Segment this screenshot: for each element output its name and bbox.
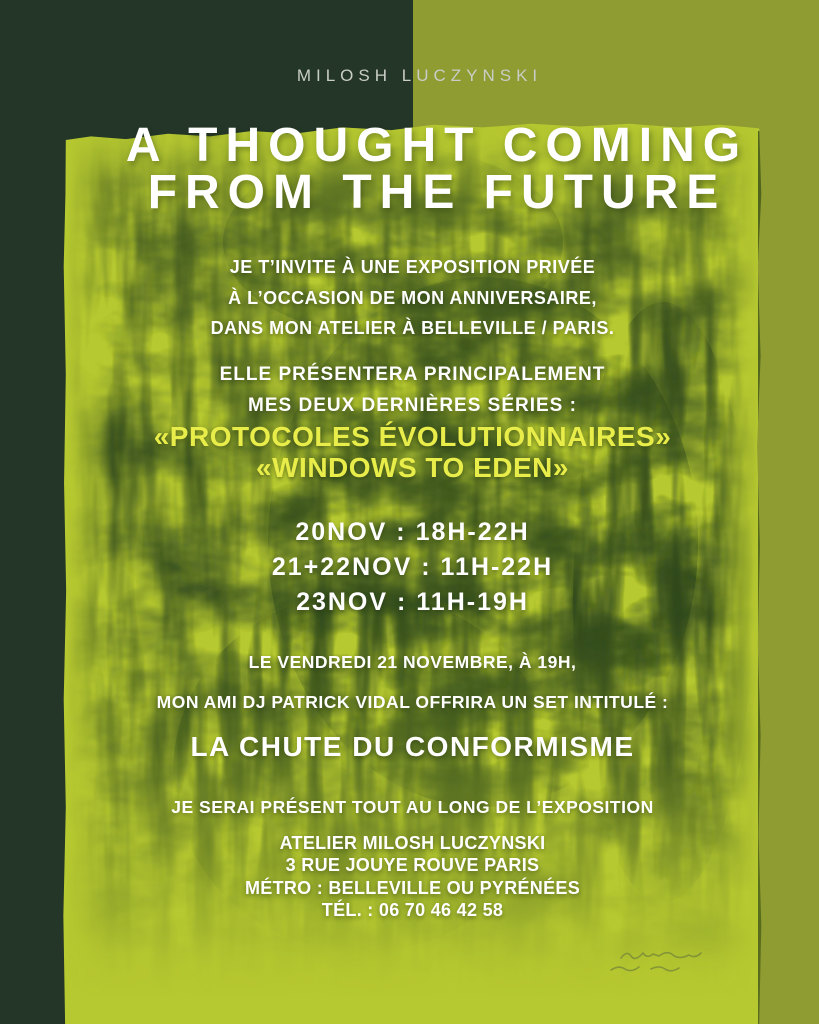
schedule-line: 21+22NOV : 11H-22H xyxy=(271,553,554,581)
invitation-line: DANS MON ATELIER À BELLEVILLE / PARIS. xyxy=(210,318,615,338)
series-title-protocoles: «PROTOCOLES ÉVOLUTIONNAIRES» xyxy=(153,421,672,452)
poster-title-line1: A THOUGHT COMING xyxy=(125,119,749,172)
series-titles xyxy=(63,421,762,483)
contact-block xyxy=(63,832,762,922)
dj-set-title: LA CHUTE DU CONFORMISME xyxy=(190,731,635,762)
invitation-line: JE T’INVITE À UNE EXPOSITION PRIVÉE xyxy=(229,257,596,277)
dj-announcement xyxy=(63,642,762,722)
contact-address: 3 RUE JOUYE ROUVE PARIS xyxy=(285,855,540,876)
artist-signature xyxy=(603,944,723,980)
dj-announcement-line: MON AMI DJ PATRICK VIDAL OFFRIRA UN SET INTITULÉ : xyxy=(156,692,669,712)
poster-title-line2: FROM THE FUTURE xyxy=(147,166,727,219)
invitation-text xyxy=(63,252,762,344)
poster-title xyxy=(55,119,819,219)
contact-phone: TÉL. : 06 70 46 42 58 xyxy=(321,900,504,921)
series-intro-line: ELLE PRÉSENTERA PRINCIPALEMENT xyxy=(219,364,606,385)
invitation-line: À L’OCCASION DE MON ANNIVERSAIRE, xyxy=(228,287,597,308)
exhibition-schedule xyxy=(63,515,762,620)
schedule-line: 20NOV : 18H-22H xyxy=(295,518,530,546)
presence-note: JE SERAI PRÉSENT TOUT AU LONG DE L’EXPOSITION xyxy=(171,797,654,817)
series-title-windows: «WINDOWS TO EDEN» xyxy=(256,452,569,483)
artist-name: MILOSH LUCZYNSKI xyxy=(296,66,543,85)
contact-metro: MÉTRO : BELLEVILLE OU PYRÉNÉES xyxy=(244,877,581,898)
contact-atelier: ATELIER MILOSH LUCZYNSKI xyxy=(279,833,546,853)
series-intro-text xyxy=(63,359,762,421)
dj-announcement-line: LE VENDREDI 21 NOVEMBRE, À 19H, xyxy=(248,652,577,672)
series-intro-line: MES DEUX DERNIÈRES SÉRIES : xyxy=(248,395,577,416)
schedule-line: 23NOV : 11H-19H xyxy=(296,588,529,616)
